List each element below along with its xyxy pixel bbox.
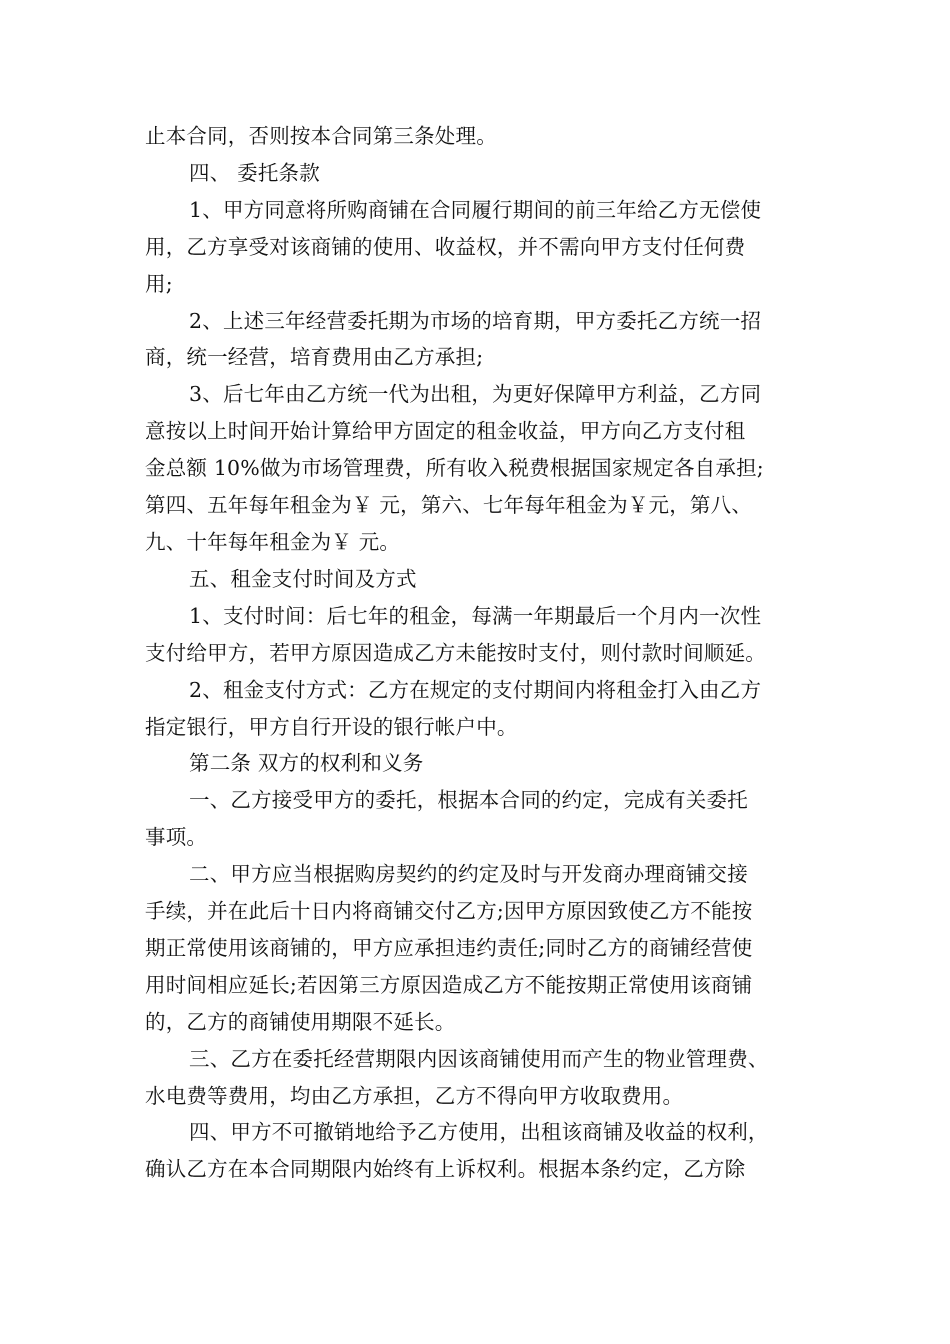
text-line: 止本合同，否则按本合同第三条处理。 — [145, 124, 497, 148]
text-line: 用时间相应延长;若因第三方原因造成乙方不能按期正常使用该商铺 — [145, 972, 753, 997]
text-line: 一、乙方接受甲方的委托，根据本合同的约定，完成有关委托 — [189, 788, 748, 813]
text-line: 四、甲方不可撤销地给予乙方使用，出租该商铺及收益的权利， — [189, 1120, 769, 1145]
paragraph — [145, 598, 810, 672]
paragraph — [145, 1041, 810, 1115]
paragraph — [145, 303, 810, 377]
text-line: 3、后七年由乙方统一代为出租，为更好保障甲方利益，乙方同 — [189, 382, 762, 407]
text-line: 1、支付时间：后七年的租金，每满一年期最后一个月内一次性 — [189, 603, 762, 628]
text-line: 支付给甲方，若甲方原因造成乙方未能按时支付，则付款时间顺延。 — [145, 640, 766, 665]
paragraph — [145, 192, 810, 303]
text-line: 商，统一经营，培育费用由乙方承担; — [145, 345, 484, 370]
paragraph — [145, 561, 810, 598]
paragraph — [145, 1114, 810, 1188]
paragraph — [145, 155, 810, 192]
paragraph — [145, 745, 810, 782]
paragraph — [145, 672, 810, 746]
text-line: 水电费等费用，均由乙方承担，乙方不得向甲方收取费用。 — [145, 1083, 684, 1108]
text-line: 1、甲方同意将所购商铺在合同履行期间的前三年给乙方无偿使 — [189, 197, 762, 222]
text-line: 第二条 双方的权利和义务 — [189, 751, 424, 776]
paragraph — [145, 856, 810, 1041]
text-line: 确认乙方在本合同期限内始终有上诉权利。根据本条约定，乙方除 — [145, 1157, 746, 1182]
text-line: 五、租金支付时间及方式 — [189, 566, 417, 591]
text-line: 2、租金支付方式：乙方在规定的支付期间内将租金打入由乙方 — [189, 677, 762, 702]
document-body — [145, 118, 810, 1188]
text-line: 金总额 10%做为市场管理费，所有收入税费根据国家规定各自承担; — [145, 456, 764, 481]
text-line: 用，乙方享受对该商铺的使用、收益权，并不需向甲方支付任何费 — [145, 234, 746, 259]
text-line: 四、 委托条款 — [189, 160, 320, 185]
text-line: 九、十年每年租金为￥ 元。 — [145, 529, 401, 554]
text-line: 二、甲方应当根据购房契约的约定及时与开发商办理商铺交接 — [189, 862, 748, 887]
text-line: 三、乙方在委托经营期限内因该商铺使用而产生的物业管理费、 — [189, 1046, 769, 1071]
text-line: 期正常使用该商铺的，甲方应承担违约责任;同时乙方的商铺经营使 — [145, 935, 753, 960]
text-line: 指定银行，甲方自行开设的银行帐户中。 — [145, 714, 518, 739]
paragraph — [145, 782, 810, 856]
text-line: 事项。 — [145, 825, 208, 850]
text-line: 手续，并在此后十日内将商铺交付乙方;因甲方原因致使乙方不能按 — [145, 899, 753, 924]
text-line: 2、上述三年经营委托期为市场的培育期，甲方委托乙方统一招 — [189, 308, 762, 333]
paragraph — [145, 376, 810, 561]
text-line: 第四、五年每年租金为￥ 元，第六、七年每年租金为￥元，第八、 — [145, 493, 753, 518]
paragraph — [145, 118, 810, 155]
text-line: 用; — [145, 271, 173, 296]
text-line: 的，乙方的商铺使用期限不延长。 — [145, 1009, 456, 1034]
text-line: 意按以上时间开始计算给甲方固定的租金收益，甲方向乙方支付租 — [145, 419, 746, 444]
